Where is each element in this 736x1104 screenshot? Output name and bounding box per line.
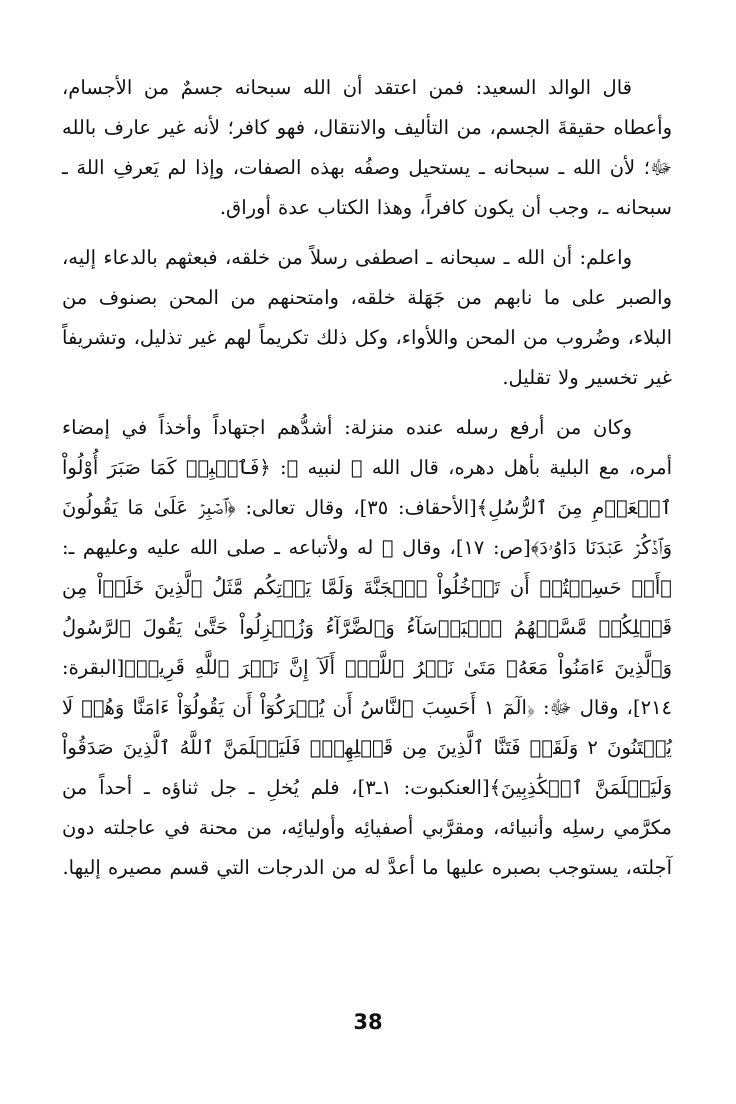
paragraph-2: واعلم: أن الله ـ سبحانه ـ اصطفى رسلاً من خلقه، فبعثهم بالدعاء إليه، والصبر على ما نابهم من جَهَلة خلقه، وامتحنهم من المحن بصنوف من البلاء، وضُروب من المحن واللأواء، وكل ذلك تكريماً لهم غير تذليل، وتشريفاً غير تخسير ولا تقليل.	[62, 246, 672, 389]
paragraph-1: قال الوالد السعيد: فمن اعتقد أن الله سبحانه جسمٌ من الأجسام، وأعطاه حقيقةَ الجسم، من التأليف والانتقال، فهو كافر؛ لأنه غير عارف بالله ﷻ؛ لأن الله ـ سبحانه ـ يستحيل وصفُه بهذه الصفات، وإذا لم يَعرفِ اللهَ ـ سبحانه ـ، وجب أن يكون كافراً، وهذا الكتاب عدة أوراق.	[62, 76, 672, 219]
paragraph-3: وكان من أرفع رسله عنده منزلة: أشدُّهم اجتهاداً وأخذاً في إمضاء أمره، مع البلية بأهل دهره، قال الله ﷻ لنبيه ﷺ: ﴿فَٱصۡبِرۡ كَمَا صَبَرَ أُوْلُواْ ٱلۡعَزۡمِ مِنَ ٱلرُّسُلِ﴾[الأحقاف: ٣٥]، وقال تعالى: ﴿ٱصۡبِرۡ عَلَىٰ مَا يَقُولُونَ وَٱذۡكُرۡ عَبۡدَنَا دَاوُۥدَ﴾[ص: ١٧]، وقال ﷻ له ولأتباعه ـ صلى الله عليه وعليهم ـ: ﴿أَمۡ حَسِبۡتُمۡ أَن تَدۡخُلُواْ ٱلۡجَنَّةَ وَلَمَّا يَأۡتِكُم مَّثَلُ ٱلَّذِينَ خَلَوۡاْ مِن قَبۡلِكُمۖ مَّسَّتۡهُمُ ٱلۡبَأۡسَآءُ وَٱلضَّرَّآءُ وَزُلۡزِلُواْ حَتَّىٰ يَقُولَ ٱلرَّسُولُ وَٱلَّذِينَ ءَامَنُواْ مَعَهُۥ مَتَىٰ نَصۡرُ ٱللَّهِۗ أَلَآ إِنَّ نَصۡرَ ٱللَّهِ قَرِيبٞ﴾[البقرة: ٢١٤]، وقال ﷻ: ﴿الٓمٓ ١ أَحَسِبَ ٱلنَّاسُ أَن يُتۡرَكُوٓاْ أَن يَقُولُوٓاْ ءَامَنَّا وَهُمۡ لَا يُفۡتَنُونَ ٢ وَلَقَدۡ فَتَنَّا ٱلَّذِينَ مِن قَبۡلِهِمۡۖ فَلَيَعۡلَمَنَّ ٱللَّهُ ٱلَّذِينَ صَدَقُواْ وَلَيَعۡلَمَنَّ ٱلۡكَٰذِبِينَ﴾[العنكبوت: ١ـ٣]، فلم يُخلِ ـ جل ثناؤه ـ أحداً من مكرَّمي رسلِه وأنبيائه، ومقرَّبي أصفيائِه وأوليائِه، من محنة في عاجلته دون آجلته، يستوجب بصبره عليها ما أعدَّ له من الدرجات التي قسم مصيره إليها.	[62, 416, 673, 879]
page-number: 38	[353, 1010, 383, 1034]
document-body	[62, 68, 672, 888]
